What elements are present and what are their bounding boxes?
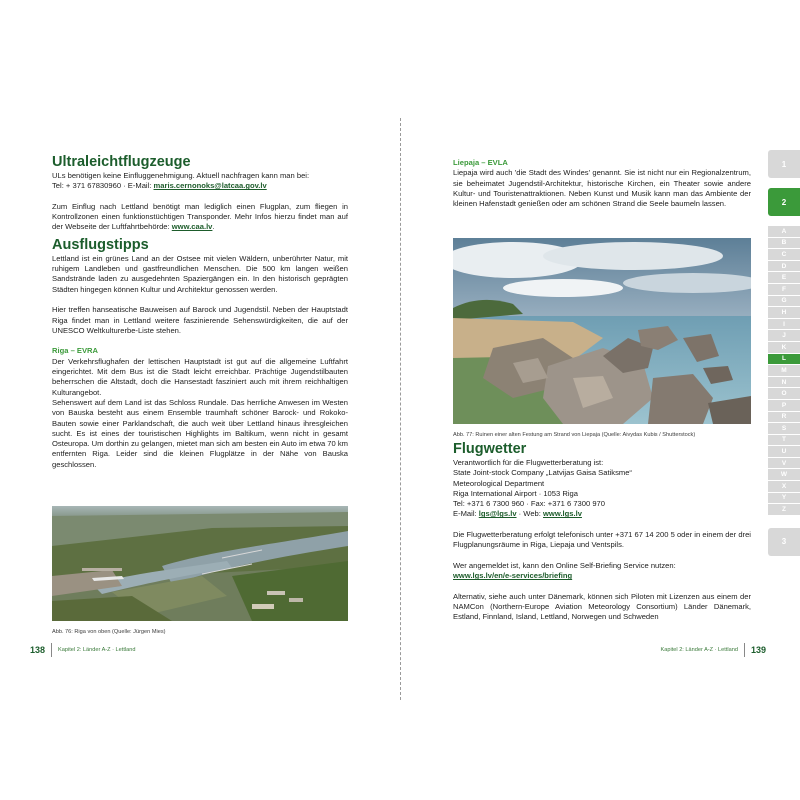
thumb-index-tabs (768, 150, 800, 566)
heading-riga-evra: Riga – EVRA (52, 346, 98, 356)
paragraph-liepaja: Liepaja wird auch 'die Stadt des Windes' genannt. Sie ist nicht nur ein Regionalzentrum, sie beheimatet Jugendstil-Architektur, historische Kirchen, ein Theater sowie andere Kultur- und Touristenattraktionen. Neben Kunst und Musik kann man das Ambiente der kleinen Hafenstadt genießen oder am schönen Strand die Seele baumeln lassen. (453, 168, 751, 209)
contact-line: Meteorological Department (453, 478, 545, 488)
heading-ultraleichtflugzeuge: Ultraleichtflugzeuge (52, 154, 191, 170)
tab-letter-s[interactable]: S (768, 423, 800, 435)
ultra-email-link[interactable]: maris.cernonoks@latcaa.gov.lv (153, 181, 267, 191)
tab-letter-a[interactable]: A (768, 226, 800, 238)
right-column (453, 158, 751, 209)
lgs-web-link[interactable]: www.lgs.lv (543, 509, 582, 519)
tab-letter-v[interactable]: V (768, 458, 800, 470)
tab-letter-m[interactable]: M (768, 365, 800, 377)
liepaja-caption: Abb. 77: Ruinen einer alten Festung am Strand von Liepaja (Quelle: Aivydas Kubis / Shutterstock) (453, 432, 696, 438)
tab-letter-n[interactable]: N (768, 377, 800, 389)
riga-figure (52, 506, 348, 636)
tab-letter-j[interactable]: J (768, 330, 800, 342)
footer-divider-left (51, 643, 52, 657)
liepaja-figure (453, 238, 751, 439)
ultra-flightplan-text: Zum Einflug nach Lettland benötigt man lediglich einen Flugplan, zum fliegen in Kontrollzonen einen funktionstüchtigen Transponder. Mehr Infos hierzu findet man auf der Webseite der Luftfahrtbehörde: (52, 201, 348, 232)
tab-letter-i[interactable]: I (768, 319, 800, 331)
chapter-label-left: Kapitel 2: Länder A-Z · Lettland (58, 647, 136, 653)
paragraph-riga-1: Der Verkehrsflughafen der lettischen Hauptstadt ist gut auf die allgemeine Luftfahrt eingerichtet. Mit dem Bus ist die Stadt leicht erreichbar. Prächtige Jugendstilbauten beherrschen die Altstadt, doch die Hansestadt fasziniert auch mit ihrem reichhaltigen Kulturangebot. (52, 356, 348, 397)
briefing-link[interactable]: www.lgs.lv/en/e-services/briefing (453, 571, 573, 581)
liepaja-fortress-ruins-image (453, 238, 751, 424)
lgs-email-link[interactable]: lgs@lgs.lv (478, 509, 517, 519)
riga-caption: Abb. 76: Riga von oben (Quelle: Jürgen Mies) (52, 629, 166, 635)
tab-letter-f[interactable]: F (768, 284, 800, 296)
right-page (402, 0, 800, 800)
paragraph-namcon: Alternativ, siehe auch unter Dänemark, können sich Piloten mit Lizenzen aus einem der NAMCon (Northern-Europe Aviation Meteorology Consortium) Länder Dänemark, Estland, Finnland, Island, Lettland, Norwegen und Schweden (453, 591, 751, 622)
contact-email-web-line (453, 509, 751, 519)
email-prefix: E-Mail: (453, 509, 479, 519)
tab-letter-t[interactable]: T (768, 435, 800, 447)
web-prefix: · Web: (516, 509, 543, 519)
page-number-right: 139 (750, 645, 766, 655)
tab-letter-y[interactable]: Y (768, 493, 800, 505)
flugwetter-contact (453, 458, 751, 520)
right-footer (661, 643, 766, 657)
paragraph-ausflug-1: Lettland ist ein grünes Land an der Ostsee mit vielen Wäldern, unberührter Natur, mit ruhigem Landleben und gastfreundlichen Menschen. Die 500 km langen weißen Sandstrände laden zu ausgedehnten Spaziergängen ein. In den historisch geprägten Städten hingegen können Kultur und Architektur genossen werden. (52, 253, 348, 294)
footer-divider-right (744, 643, 745, 657)
contact-line: Verantwortlich für die Flugwetterberatung ist: (453, 458, 604, 467)
paragraph-ultra-contact (52, 171, 348, 192)
letter-tabs (768, 226, 800, 516)
chapter-label-right: Kapitel 2: Länder A-Z · Lettland (660, 647, 738, 653)
riga-aerial-photo (52, 506, 348, 621)
flugwetter-section (453, 441, 751, 623)
contact-line: State Joint-stock Company „Latvijas Gaisa Satiksme“ (453, 468, 632, 478)
ultra-flightplan-end: . (212, 222, 215, 232)
tab-letter-x[interactable]: X (768, 481, 800, 493)
tab-letter-c[interactable]: C (768, 249, 800, 261)
tab-letter-k[interactable]: K (768, 342, 800, 354)
paragraph-riga-2: Sehenswert auf dem Land ist das Schloss Rundale. Das herrliche Anwesen im Westen von Bauska besteht aus einem Ensemble traumhaft schöner Barock- und Rokoko-Bauten sowie einer Parklandschaft, die auch weit über Lettland hinaus ihresgleichen sucht. Es ist eines der touristischen Highlights im Baltikum, wenn nicht in gesamt Osteuropa. Um dorthin zu gelangen, mietet man sich am besten ein Auto im etwa 70 km entfernten Riga. Leider sind die kleinen Flugplätze in der Nähe von Bauska geschlossen. (52, 397, 348, 469)
ultra-phone-text: Tel: + 371 67830960 · E-Mail: (52, 181, 154, 191)
tab-letter-u[interactable]: U (768, 446, 800, 458)
left-footer (30, 643, 135, 657)
heading-flugwetter: Flugwetter (453, 441, 527, 457)
paragraph-online-briefing (453, 561, 751, 582)
tab-chapter-1[interactable]: 1 (768, 150, 800, 178)
paragraph-phone-briefing: Die Flugwetterberatung erfolgt telefonisch unter +371 67 14 200 5 oder in einem der drei Flugplanungsräume in Riga, Liepaja und Ventspils. (453, 530, 751, 550)
paragraph-ausflug-2: Hier treffen hanseatische Bauweisen auf Barock und Jugendstil. Neben der Hauptstadt Riga findet man in Lettland weitere faszinierende Sehenswürdigkeiten, die auf der UNESCO Weltkulturerbe-Liste stehen. (52, 305, 348, 335)
tab-letter-l[interactable]: L (768, 354, 800, 366)
tab-letter-g[interactable]: G (768, 296, 800, 308)
left-column (52, 154, 348, 470)
tab-chapter-3[interactable]: 3 (768, 528, 800, 556)
tab-letter-z[interactable]: Z (768, 504, 800, 516)
tab-letter-b[interactable]: B (768, 238, 800, 250)
contact-line: Tel: +371 6 7300 960 · Fax: +371 6 7300 970 (453, 499, 605, 509)
tab-letter-e[interactable]: E (768, 272, 800, 284)
page-number-left: 138 (30, 645, 46, 655)
book-gutter-divider (400, 118, 401, 700)
tab-letter-d[interactable]: D (768, 261, 800, 273)
tab-letter-o[interactable]: O (768, 388, 800, 400)
tab-chapter-2-active[interactable]: 2 (768, 188, 800, 216)
liepaja-beach-photo (453, 238, 751, 424)
heading-liepaja-evla: Liepaja – EVLA (453, 158, 508, 167)
tab-letter-h[interactable]: H (768, 307, 800, 319)
left-page (0, 0, 398, 800)
caa-website-link[interactable]: www.caa.lv (171, 222, 213, 232)
contact-line: Riga International Airport · 1053 Riga (453, 488, 578, 498)
tab-letter-w[interactable]: W (768, 469, 800, 481)
heading-ausflugstipps: Ausflugstipps (52, 236, 149, 253)
tab-letter-p[interactable]: P (768, 400, 800, 412)
online-briefing-text: Wer angemeldet ist, kann den Online Self-Briefing Service nutzen: (453, 560, 676, 570)
tab-letter-r[interactable]: R (768, 412, 800, 424)
paragraph-ultra-flightplan (52, 202, 348, 233)
riga-aerial-image (52, 506, 348, 621)
ultra-intro-text: ULs benötigen keine Einfluggenehmigung. Aktuell nachfragen kann man bei: (52, 171, 310, 180)
